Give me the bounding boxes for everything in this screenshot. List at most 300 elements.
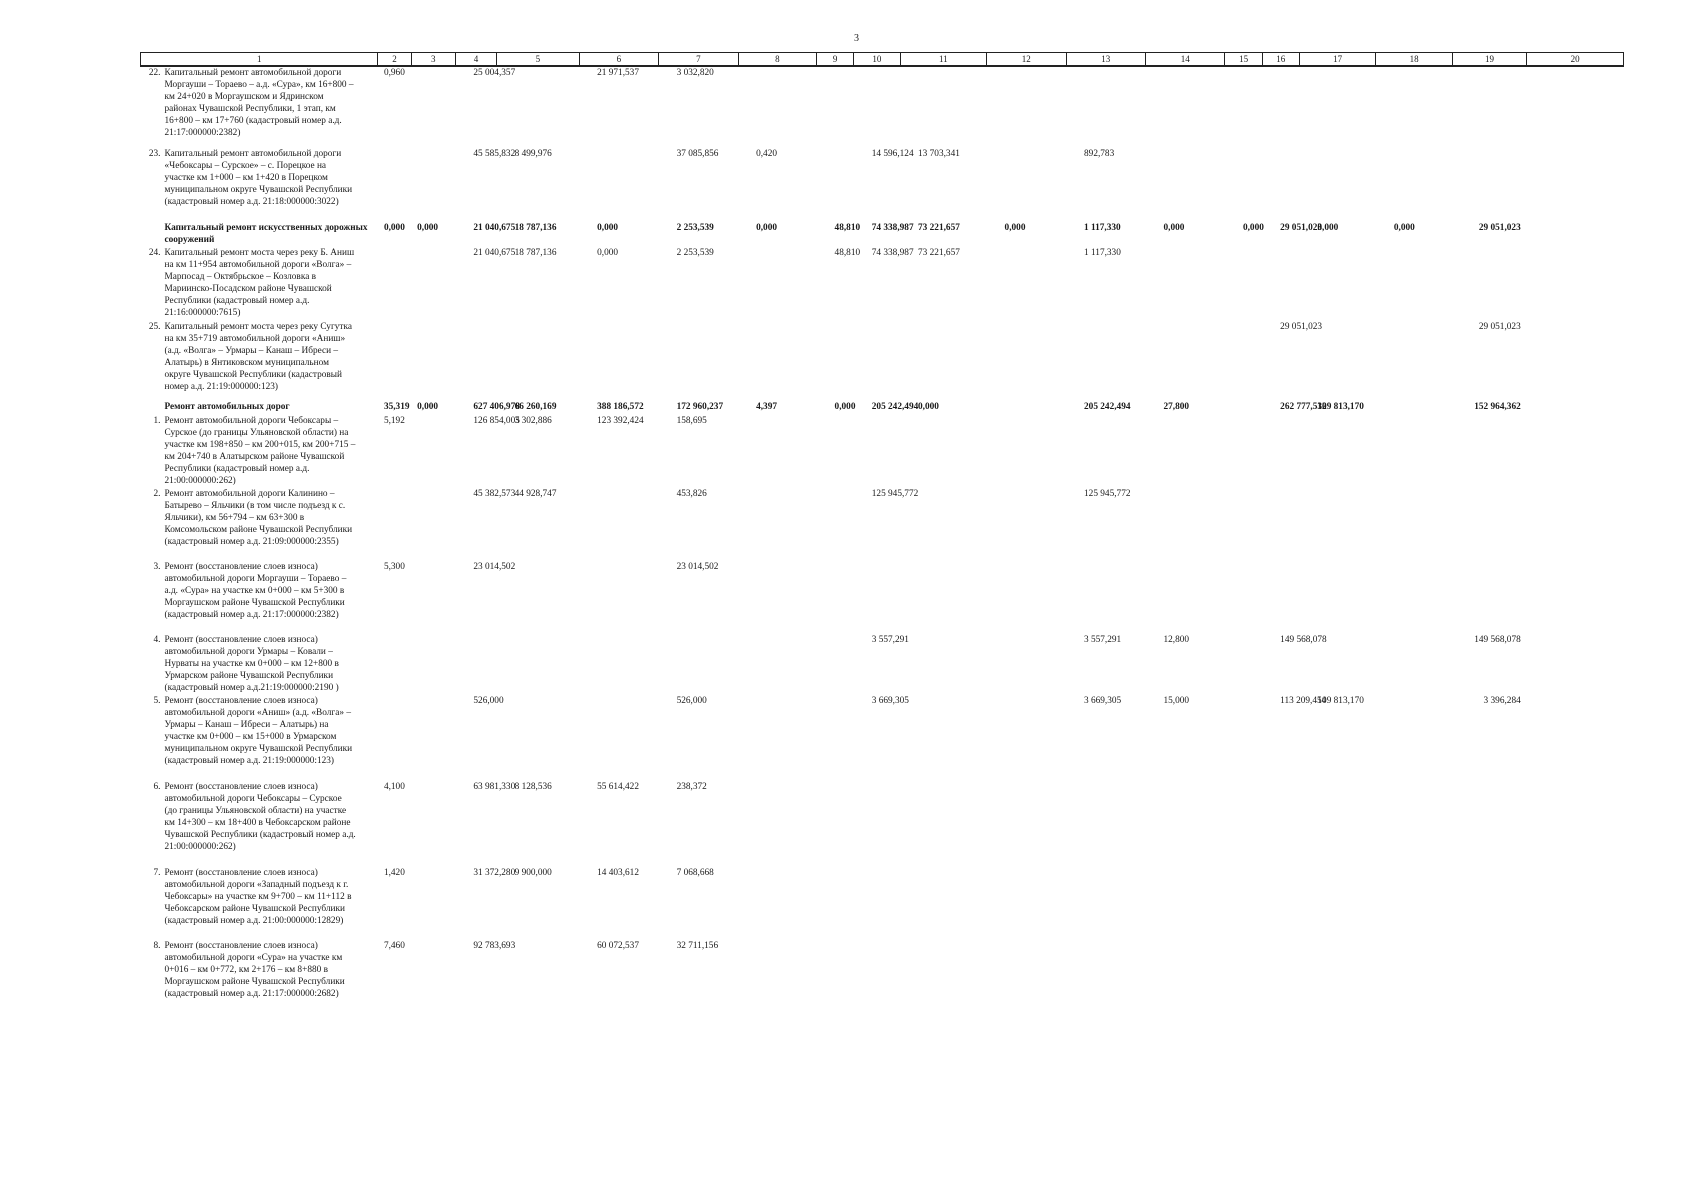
value-cell-14: 3 557,291 <box>1084 635 1122 645</box>
value-cell-19 <box>1376 488 1452 561</box>
value-cell-3 <box>378 247 411 321</box>
value-cell-12: 73 221,657 <box>918 248 960 258</box>
table-body <box>141 66 1624 1010</box>
row-index: 1. <box>153 416 161 426</box>
value-cell-8: 172 960,237 <box>676 402 724 412</box>
value-cell-4: 0,000 <box>417 223 439 233</box>
value-cell-10 <box>817 415 854 488</box>
value-cell-4 <box>411 781 455 867</box>
value-cell-7 <box>579 634 658 695</box>
column-header-3: 3 <box>411 53 455 67</box>
value-cell-17: 262 777,532 <box>1280 402 1327 412</box>
row-index: 25. <box>148 322 161 332</box>
row-description: Ремонт автомобильных дорог <box>164 402 290 412</box>
value-cell-10 <box>817 781 854 867</box>
column-header-6: 6 <box>579 53 658 67</box>
value-cell-13 <box>987 247 1066 321</box>
value-cell-7 <box>579 321 658 401</box>
value-cell-16 <box>1225 695 1262 781</box>
row-name-cell <box>141 488 378 561</box>
value-cell-19 <box>1376 415 1452 488</box>
value-cell-12: 13 703,341 <box>918 149 960 159</box>
table-row <box>141 148 1624 222</box>
value-cell-5 <box>455 634 496 695</box>
value-cell-4 <box>411 940 455 1010</box>
value-cell-11: 14 596,124 <box>871 149 914 159</box>
value-cell-20 <box>1452 561 1526 634</box>
value-cell-9 <box>738 415 816 488</box>
table-row <box>141 940 1624 1010</box>
value-cell-15: 0,000 <box>1163 223 1185 233</box>
row-description: Ремонт автомобильной дороги Калинино – Батырево – Яльчики (в том числе подъезд к с. Яльчики), км 56+794 – км 63+300 в Комсомольском районе Чувашской Республики (кадастровый номер а.д. 21:09:000000:2355) <box>164 489 353 548</box>
column-header-18: 18 <box>1376 53 1452 67</box>
value-cell-6: 18 787,136 <box>514 223 557 233</box>
value-cell-5 <box>455 321 496 401</box>
value-cell-7: 21 971,537 <box>597 68 639 78</box>
value-cell-14 <box>1066 415 1145 488</box>
value-cell-7: 0,000 <box>597 248 619 258</box>
value-cell-8: 32 711,156 <box>676 941 719 951</box>
table-row <box>141 634 1624 695</box>
value-cell-19 <box>1376 247 1452 321</box>
value-cell-12 <box>900 781 987 867</box>
value-cell-20 <box>1452 488 1526 561</box>
value-cell-5: 25 004,357 <box>473 68 516 78</box>
value-cell-20 <box>1452 66 1526 148</box>
row-index: 22. <box>148 68 161 78</box>
row-name-cell <box>141 222 378 247</box>
row-index: 23. <box>148 149 161 159</box>
value-cell-9 <box>738 321 816 401</box>
value-cell-16 <box>1225 247 1262 321</box>
value-cell-5: 63 981,330 <box>473 782 516 792</box>
row-name-cell <box>141 401 378 415</box>
value-cell-19 <box>1376 561 1452 634</box>
value-cell-20 <box>1452 415 1526 488</box>
value-cell-16 <box>1225 867 1262 940</box>
column-header-2: 2 <box>378 53 411 67</box>
value-cell-7 <box>579 695 658 781</box>
value-cell-18 <box>1299 867 1375 940</box>
value-cell-10: 48,810 <box>834 223 861 233</box>
column-header-14: 14 <box>1145 53 1224 67</box>
value-cell-3: 0,000 <box>383 223 405 233</box>
column-header-5: 5 <box>497 53 580 67</box>
row-name-cell <box>141 781 378 867</box>
value-cell-17 <box>1262 415 1299 488</box>
report-table <box>140 52 1624 1010</box>
value-cell-14 <box>1066 66 1145 148</box>
value-cell-7 <box>579 561 658 634</box>
value-cell-11 <box>854 940 900 1010</box>
value-cell-8: 3 032,820 <box>676 68 714 78</box>
value-cell-20 <box>1452 247 1526 321</box>
value-cell-10 <box>817 148 854 222</box>
value-cell-5: 526,000 <box>473 696 504 706</box>
row-name-cell <box>141 247 378 321</box>
row-index: 8. <box>153 941 161 951</box>
value-cell-5: 92 783,693 <box>473 941 516 951</box>
value-cell-19 <box>1376 781 1452 867</box>
value-cell-15 <box>1145 867 1224 940</box>
row-index: 3. <box>153 562 161 572</box>
value-cell-4 <box>411 321 455 401</box>
value-cell-11 <box>854 321 900 401</box>
value-cell-11 <box>854 781 900 867</box>
value-cell-16 <box>1225 415 1262 488</box>
value-cell-3 <box>378 488 411 561</box>
value-cell-14: 205 242,494 <box>1084 402 1131 412</box>
value-cell-11 <box>854 867 900 940</box>
value-cell-12: 0,000 <box>918 402 939 412</box>
value-cell-18: 109 813,170 <box>1317 402 1364 412</box>
value-cell-4 <box>411 488 455 561</box>
value-cell-12 <box>900 940 987 1010</box>
value-cell-13 <box>987 148 1066 222</box>
value-cell-17 <box>1262 247 1299 321</box>
value-cell-9 <box>738 867 816 940</box>
value-cell-6: 66 260,169 <box>514 402 557 412</box>
page-number: 3 <box>854 33 859 44</box>
value-cell-12 <box>900 634 987 695</box>
value-cell-3: 5,300 <box>383 562 405 572</box>
value-cell-3 <box>378 634 411 695</box>
value-cell-8: 453,826 <box>676 489 707 499</box>
value-cell-4 <box>411 695 455 781</box>
value-cell-5: 31 372,280 <box>473 868 516 878</box>
value-cell-7: 388 186,572 <box>597 402 644 412</box>
value-cell-18 <box>1299 148 1375 222</box>
value-cell-9 <box>738 561 816 634</box>
value-cell-17 <box>1262 561 1299 634</box>
value-cell-14 <box>1066 561 1145 634</box>
value-cell-4 <box>411 634 455 695</box>
value-cell-20 <box>1452 148 1526 222</box>
value-cell-10 <box>817 488 854 561</box>
table-row <box>141 867 1624 940</box>
column-header-10: 10 <box>854 53 900 67</box>
table-row <box>141 66 1624 148</box>
value-cell-20: 3 396,284 <box>1483 696 1521 706</box>
value-cell-9 <box>738 634 816 695</box>
value-cell-11: 74 338,987 <box>871 223 914 233</box>
value-cell-4: 0,000 <box>417 402 439 412</box>
value-cell-12 <box>900 66 987 148</box>
column-header-12: 12 <box>987 53 1066 67</box>
value-cell-17 <box>1262 940 1299 1010</box>
value-cell-14: 3 669,305 <box>1084 696 1122 706</box>
value-cell-19: 0,000 <box>1393 223 1415 233</box>
column-header-17: 17 <box>1299 53 1375 67</box>
value-cell-5: 21 040,675 <box>473 223 516 233</box>
value-cell-8: 2 253,539 <box>676 248 714 258</box>
value-cell-8 <box>659 634 738 695</box>
value-cell-5: 126 854,005 <box>473 416 520 426</box>
value-cell-13 <box>987 321 1066 401</box>
table-row <box>141 488 1624 561</box>
value-cell-15 <box>1145 415 1224 488</box>
value-cell-6: 9 900,000 <box>514 868 552 878</box>
value-cell-19 <box>1376 321 1452 401</box>
column-header-13: 13 <box>1066 53 1145 67</box>
value-cell-13: 0,000 <box>1004 223 1026 233</box>
row-name-cell <box>141 695 378 781</box>
value-cell-17: 113 209,454 <box>1280 696 1327 706</box>
value-cell-3: 0,960 <box>383 68 405 78</box>
value-cell-19 <box>1376 401 1452 415</box>
value-cell-5: 45 382,573 <box>473 489 516 499</box>
value-cell-16 <box>1225 940 1262 1010</box>
value-cell-18 <box>1299 781 1375 867</box>
value-cell-18: 109 813,170 <box>1317 696 1364 706</box>
value-cell-19 <box>1376 695 1452 781</box>
value-cell-15 <box>1145 247 1224 321</box>
value-cell-15 <box>1145 781 1224 867</box>
value-cell-13 <box>987 695 1066 781</box>
value-cell-5: 21 040,675 <box>473 248 516 258</box>
value-cell-12 <box>900 321 987 401</box>
value-cell-14: 125 945,772 <box>1084 489 1131 499</box>
column-header-1: 1 <box>141 53 378 67</box>
value-cell-10 <box>817 867 854 940</box>
value-cell-11: 3 669,305 <box>871 696 909 706</box>
value-cell-14 <box>1066 321 1145 401</box>
value-cell-17: 149 568,078 <box>1280 635 1327 645</box>
value-cell-4 <box>411 148 455 222</box>
value-cell-3 <box>378 148 411 222</box>
row-description: Капитальный ремонт автомобильной дороги «Чебоксары – Сурское» – с. Порецкое на участке км 1+000 – км 1+420 в Порецком муниципальном округе Чувашской Республики (кадастровый номер а.д. 21:18:000000:3022) <box>164 149 353 208</box>
value-cell-12 <box>900 867 987 940</box>
value-cell-11: 74 338,987 <box>871 248 914 258</box>
value-cell-16 <box>1225 781 1262 867</box>
value-cell-16 <box>1225 321 1262 401</box>
row-description: Ремонт (восстановление слоев износа) автомобильной дороги Моргауши – Тораево – а.д. «Сура» на участке км 0+000 – км 5+300 в Моргаушском районе Чувашской Республики (кадастровый номер а.д. 21:17:000000:2382) <box>164 562 347 621</box>
row-index: 24. <box>148 248 161 258</box>
value-cell-19 <box>1376 148 1452 222</box>
value-cell-8 <box>659 321 738 401</box>
value-cell-4 <box>411 415 455 488</box>
value-cell-14: 892,783 <box>1084 149 1115 159</box>
row-description: Ремонт (восстановление слоев износа) автомобильной дороги «Аниш» (а.д. «Волга» – Урмары – Канаш – Ибреси – Алатырь) на участке км 0+000 – км 15+000 в Урмарском муниципальном округе Чувашской Республики (кадастровый номер а.д. 21:19:000000:123) <box>164 696 353 767</box>
value-cell-15: 15,000 <box>1163 696 1190 706</box>
value-cell-17 <box>1262 148 1299 222</box>
value-cell-8: 7 068,668 <box>676 868 714 878</box>
value-cell-18 <box>1299 940 1375 1010</box>
column-header-20: 20 <box>1527 53 1624 67</box>
value-cell-8: 23 014,502 <box>676 562 719 572</box>
value-cell-14: 1 117,330 <box>1084 248 1121 258</box>
value-cell-6: 3 302,886 <box>514 416 552 426</box>
value-cell-15: 27,800 <box>1163 402 1190 412</box>
value-cell-11 <box>854 66 900 148</box>
value-cell-11: 125 945,772 <box>871 489 919 499</box>
column-header-8: 8 <box>738 53 816 67</box>
value-cell-11 <box>854 561 900 634</box>
value-cell-18: 0,000 <box>1317 223 1339 233</box>
value-cell-16 <box>1225 561 1262 634</box>
value-cell-3: 7,460 <box>383 941 405 951</box>
value-cell-6 <box>497 634 580 695</box>
row-index: 2. <box>153 489 161 499</box>
value-cell-9 <box>738 781 816 867</box>
row-description: Капитальный ремонт моста через реку Б. Аниш на км 11+954 автомобильной дороги «Волга» – Марпосад – Октябрьское – Козловка в Мариинско-Посадском районе Чувашской Республики (кадастровый номер а.д. 21:16:000000:7615) <box>164 248 355 319</box>
value-cell-13 <box>987 867 1066 940</box>
value-cell-9 <box>738 247 816 321</box>
value-cell-19 <box>1376 867 1452 940</box>
value-cell-18 <box>1299 561 1375 634</box>
value-cell-13 <box>987 940 1066 1010</box>
column-header-19: 19 <box>1452 53 1526 67</box>
value-cell-20: 152 964,362 <box>1474 402 1521 412</box>
row-name-cell <box>141 148 378 222</box>
row-name-cell <box>141 867 378 940</box>
column-header-4: 4 <box>455 53 496 67</box>
value-cell-9: 0,000 <box>756 223 777 233</box>
row-description: Капитальный ремонт искусственных дорожных сооружений <box>164 223 368 246</box>
value-cell-6 <box>497 695 580 781</box>
value-cell-4 <box>411 66 455 148</box>
value-cell-9: 4,397 <box>756 402 777 412</box>
value-cell-8: 158,695 <box>676 416 707 426</box>
value-cell-11: 205 242,494 <box>871 402 919 412</box>
value-cell-9 <box>738 940 816 1010</box>
value-cell-6 <box>497 321 580 401</box>
value-cell-20 <box>1452 867 1526 940</box>
value-cell-10 <box>817 561 854 634</box>
table-row <box>141 321 1624 401</box>
value-cell-7: 14 403,612 <box>597 868 639 878</box>
value-cell-16 <box>1225 66 1262 148</box>
table-row <box>141 247 1624 321</box>
value-cell-14 <box>1066 867 1145 940</box>
value-cell-12 <box>900 695 987 781</box>
value-cell-14 <box>1066 781 1145 867</box>
value-cell-6: 44 928,747 <box>514 489 557 499</box>
value-cell-13 <box>987 781 1066 867</box>
table-row <box>141 695 1624 781</box>
value-cell-15 <box>1145 66 1224 148</box>
value-cell-13 <box>987 415 1066 488</box>
value-cell-9 <box>738 695 816 781</box>
row-name-cell <box>141 940 378 1010</box>
value-cell-17 <box>1262 488 1299 561</box>
value-cell-17 <box>1262 66 1299 148</box>
value-cell-12: 73 221,657 <box>918 223 960 233</box>
value-cell-5: 45 585,832 <box>473 149 516 159</box>
row-index: 6. <box>153 782 161 792</box>
value-cell-9 <box>738 66 816 148</box>
row-description: Ремонт (восстановление слоев износа) автомобильной дороги Урмары – Ковали – Нурваты на участке км 0+000 – км 12+800 в Урмарском районе Чувашской Республики (кадастровый номер а.д.21:19:000000:2190 ) <box>164 635 339 694</box>
row-index: 7. <box>153 868 161 878</box>
value-cell-13 <box>987 401 1066 415</box>
value-cell-13 <box>987 634 1066 695</box>
value-cell-8: 2 253,539 <box>676 223 714 233</box>
column-header-11: 11 <box>900 53 987 67</box>
value-cell-10 <box>817 321 854 401</box>
value-cell-20: 29 051,023 <box>1478 322 1521 332</box>
value-cell-12 <box>900 415 987 488</box>
row-name-cell <box>141 561 378 634</box>
value-cell-7: 55 614,422 <box>597 782 639 792</box>
row-name-cell <box>141 321 378 401</box>
value-cell-3: 35,319 <box>383 402 410 412</box>
table-row <box>141 781 1624 867</box>
value-cell-6: 8 128,536 <box>514 782 552 792</box>
value-cell-16 <box>1225 401 1262 415</box>
value-cell-10 <box>817 66 854 148</box>
value-cell-20 <box>1452 940 1526 1010</box>
value-cell-17: 29 051,023 <box>1280 223 1323 233</box>
value-cell-7: 0,000 <box>597 223 619 233</box>
value-cell-14: 1 117,330 <box>1084 223 1121 233</box>
row-index: 5. <box>153 696 161 706</box>
row-name-cell <box>141 66 378 148</box>
value-cell-15 <box>1145 321 1224 401</box>
row-description: Ремонт автомобильной дороги Чебоксары – Сурское (до границы Ульяновской области) на участке км 198+850 – км 200+015, км 200+715 – км 204+740 в Алатырском районе Чувашской Республики (кадастровый номер а.д. 21:00:000000:262) <box>164 416 356 487</box>
column-header-15: 15 <box>1225 53 1262 67</box>
value-cell-7: 123 392,424 <box>597 416 644 426</box>
row-description: Капитальный ремонт моста через реку Сугутка на км 35+719 автомобильной дороги «Аниш» (а.д. «Волга» – Урмары – Канаш – Ибреси – Алатырь) в Янтиковском муниципальном округе Чувашской Республики (кадастровый номер а.д. 21:19:000000:123) <box>164 322 352 393</box>
value-cell-7 <box>579 488 658 561</box>
column-number-header <box>141 53 1624 67</box>
value-cell-16: 0,000 <box>1242 223 1264 233</box>
value-cell-19 <box>1376 634 1452 695</box>
value-cell-11: 3 557,291 <box>871 635 909 645</box>
section-row <box>141 401 1624 415</box>
value-cell-19 <box>1376 940 1452 1010</box>
value-cell-16 <box>1225 148 1262 222</box>
value-cell-10: 48,810 <box>834 248 861 258</box>
value-cell-19 <box>1376 66 1452 148</box>
value-cell-20 <box>1452 781 1526 867</box>
value-cell-8: 37 085,856 <box>676 149 719 159</box>
value-cell-16 <box>1225 488 1262 561</box>
value-cell-4 <box>411 561 455 634</box>
value-cell-17 <box>1262 781 1299 867</box>
value-cell-18 <box>1299 66 1375 148</box>
value-cell-8: 238,372 <box>676 782 707 792</box>
value-cell-17 <box>1262 867 1299 940</box>
value-cell-14 <box>1066 940 1145 1010</box>
value-cell-3: 4,100 <box>383 782 405 792</box>
column-header-7: 7 <box>659 53 738 67</box>
value-cell-3: 1,420 <box>383 868 405 878</box>
value-cell-7: 60 072,537 <box>597 941 639 951</box>
value-cell-18 <box>1299 247 1375 321</box>
row-name-cell <box>141 415 378 488</box>
value-cell-15 <box>1145 148 1224 222</box>
value-cell-3 <box>378 321 411 401</box>
value-cell-9 <box>738 488 816 561</box>
value-cell-7 <box>579 148 658 222</box>
row-name-cell <box>141 634 378 695</box>
value-cell-5: 23 014,502 <box>473 562 516 572</box>
value-cell-15: 12,800 <box>1163 635 1190 645</box>
value-cell-3: 5,192 <box>383 416 405 426</box>
row-index: 4. <box>153 635 161 645</box>
value-cell-3 <box>378 695 411 781</box>
row-description: Ремонт (восстановление слоев износа) автомобильной дороги «Западный подъезд к г. Чебоксары» на участке км 9+700 – км 11+112 в Чебоксарском районе Чувашской Республики (кадастровый номер а.д. 21:00:000000:12829) <box>164 868 352 927</box>
value-cell-4 <box>411 247 455 321</box>
value-cell-5: 627 406,978 <box>473 402 520 412</box>
value-cell-11 <box>854 415 900 488</box>
value-cell-10: 0,000 <box>834 402 856 412</box>
value-cell-10 <box>817 695 854 781</box>
section-row <box>141 222 1624 247</box>
column-header-9: 9 <box>817 53 854 67</box>
column-header-16: 16 <box>1262 53 1299 67</box>
row-description: Ремонт (восстановление слоев износа) автомобильной дороги «Сура» на участке км 0+016 – км 0+772, км 2+176 – км 8+880 в Моргаушском районе Чувашской Республики (кадастровый номер а.д. 21:17:000000:2682) <box>164 941 345 1000</box>
